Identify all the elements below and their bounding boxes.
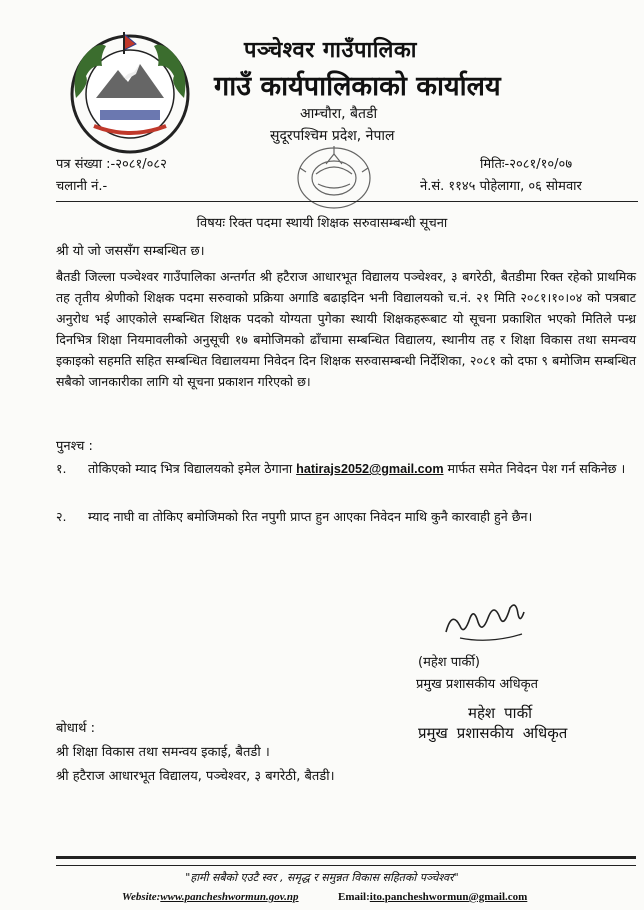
footer-website — [122, 891, 299, 903]
greeting: श्री यो जो जससँग सम्बन्धित छ। — [56, 244, 205, 259]
notice-body: बैतडी जिल्ला पञ्चेश्वर गाउँपालिका अन्तर्गत श्री हटैराज आधारभूत विद्यालय पञ्चेश्वर, ३ बगरेठी, बैतडीमा रिक्त रहेको प्राथमिक तह तृतीय श्रेणीको शिक्षक पदमा सरुवाको प्रक्रिया अगाडि बढाइदिन भनी विद्यालयको च.नं. २१ मिति २०८१।१०।०४ को पत्रबाट अनुरोध भई आएकोले सम्बन्धित शिक्षक पदको योग्यता पुगेका स्थायी शिक्षकहरूबाट यो सूचना प्रकाशित भएको मितिले पन्ध्र दिनभित्र शिक्षा नियमावलीको अनुसूची १७ बमोजिमको ढाँचामा सम्बन्धित विद्यालय, स्थानीय तह र शिक्षा विकास तथा समन्वय इकाइको सहमति सहित सम्बन्धित विद्यालयमा निवेदन दिन शिक्षक सरुवासम्बन्धी निर्देशिका, २०८१ को दफा ९ बमोजिम सम्बन्धित सबैको जानकारीका लागि यो सूचना प्रकाशन गरिएको छ। — [56, 269, 636, 389]
municipality-name: पञ्चेश्वर गाउँपालिका — [244, 38, 417, 63]
handwritten-signature — [440, 602, 530, 646]
cc-recipient: श्री शिक्षा विकास तथा समन्वय इकाई, बैतडी । — [56, 745, 270, 760]
email-label: Email: — [338, 891, 370, 903]
postscript-item-2 — [56, 506, 636, 527]
cc-label: बोधार्थ : — [56, 721, 95, 736]
item-text-before: तोकिएको म्याद भित्र विद्यालयको इमेल ठेगाना — [88, 461, 293, 476]
stamp-title: प्रमुख प्रशासकीय अधिकृत — [418, 724, 568, 742]
nepal-emblem-logo — [66, 28, 194, 156]
item-number: २. — [56, 509, 67, 524]
postscript-item-1 — [56, 458, 636, 480]
footer-slogan: "हामी सबैको एउटै स्वर , समृद्ध र समुन्नत विकास सहितको पञ्चेश्वर" — [185, 871, 459, 884]
header-divider — [56, 201, 638, 202]
office-email-link[interactable]: ito.pancheshwormun@gmail.com — [369, 891, 528, 903]
school-email-link[interactable]: hatirajs2052@gmail.com — [296, 462, 444, 476]
stamp-name: महेश पार्की — [468, 704, 532, 722]
website-link[interactable]: www.pancheshwormun.gov.np — [160, 891, 299, 903]
office-title: गाउँ कार्यपालिकाको कार्यालय — [214, 71, 501, 102]
address-line-1: आम्चौरा, बैतडी — [300, 106, 378, 122]
dispatch-number: चलानी नं.- — [56, 179, 108, 194]
nepal-samvat-date: ने.सं. ११४५ पोहेलागा, ०६ सोमवार — [420, 179, 582, 194]
item-number: १. — [56, 461, 67, 476]
letter-date: मितिः-२०८१/१०/०७ — [480, 157, 573, 172]
footer-divider — [56, 856, 636, 866]
item-text-after: मार्फत समेत निवेदन पेश गर्न सकिनेछ । — [447, 461, 626, 476]
office-stamp — [286, 134, 382, 214]
notice-subject: विषयः रिक्त पदमा स्थायी शिक्षक सरुवासम्बन्धी सूचना — [196, 216, 448, 231]
website-label: Website: — [122, 891, 161, 903]
footer-email — [338, 891, 527, 903]
letter-number: पत्र संख्या :-२०८१/०८२ — [56, 157, 167, 172]
cc-recipient: श्री हटैराज आधारभूत विद्यालय, पञ्चेश्वर, ३ बगरेठी, बैतडी। — [56, 769, 335, 784]
item-text: म्याद नाघी वा तोकिए बमोजिमको रित नपुगी प्राप्त हुन आएका निवेदन माथि कुनै कारवाही हुने छैन। — [88, 509, 533, 524]
signatory-name: (महेश पार्की) — [418, 655, 480, 670]
signatory-title: प्रमुख प्रशासकीय अधिकृत — [416, 677, 539, 692]
address-line-2: सुदूरपश्चिम प्रदेश, नेपाल — [270, 128, 395, 144]
postscript-label: पुनश्च : — [56, 439, 93, 454]
